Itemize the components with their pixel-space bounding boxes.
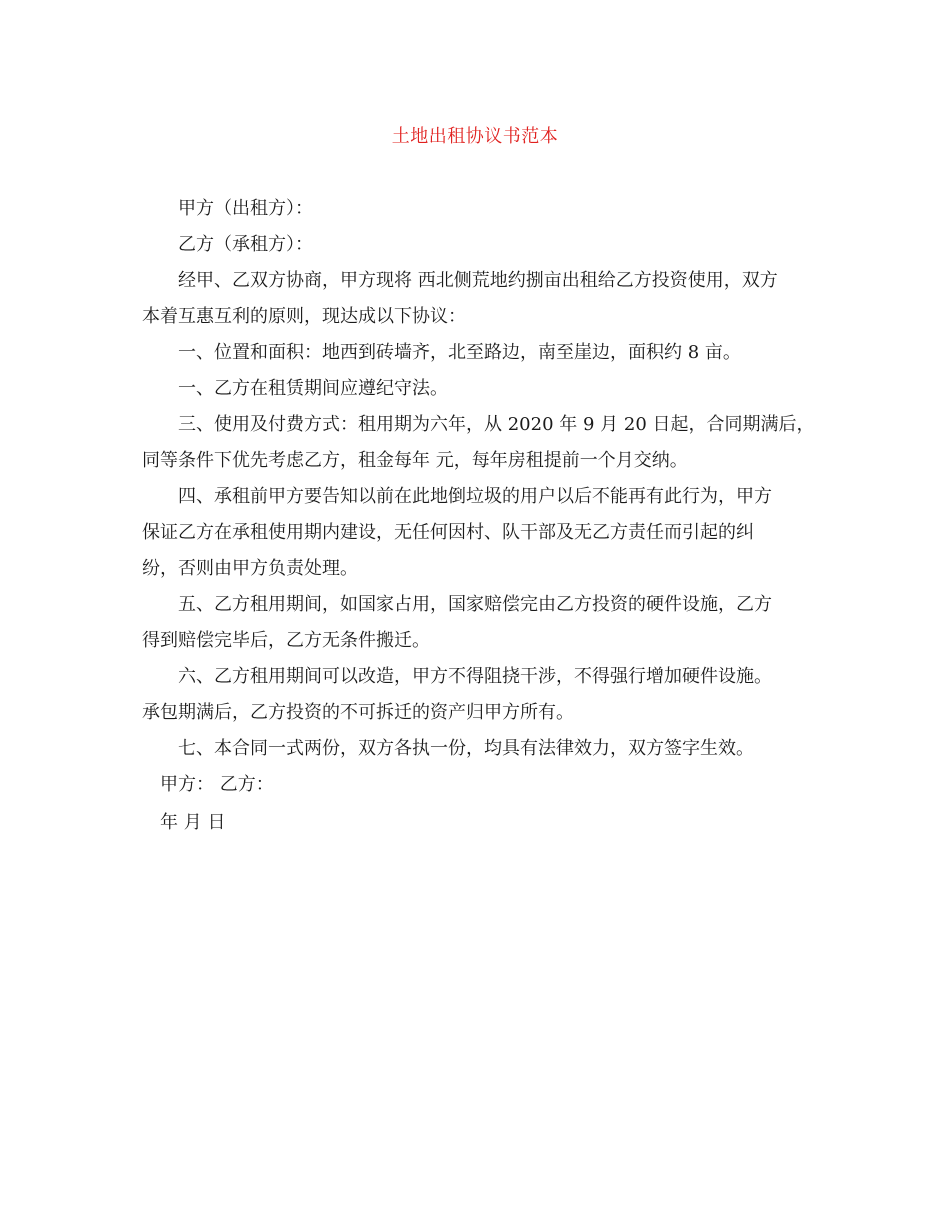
preamble-line-2: 本着互惠互利的原则，现达成以下协议： (142, 306, 466, 327)
clause-3-line-2: 同等条件下优先考虑乙方，租金每年 元，每年房租提前一个月交纳。 (142, 450, 688, 471)
clause-4-line-2: 保证乙方在承租使用期内建设，无任何因村、队干部及无乙方责任而引起的纠 (142, 522, 754, 543)
clause-3-line-1: 三、使用及付费方式：租用期为六年，从 2020 年 9 月 20 日起，合同期满后， (178, 414, 815, 435)
clause-5-line-2: 得到赔偿完毕后，乙方无条件搬迁。 (142, 630, 430, 651)
signature-line: 甲方： 乙方： (160, 774, 274, 795)
clause-6-line-1: 六、乙方租用期间可以改造，甲方不得阻挠干涉，不得强行增加硬件设施。 (178, 666, 772, 687)
clause-4-line-3: 纷，否则由甲方负责处理。 (142, 558, 358, 579)
clause-7-line: 七、本合同一式两份，双方各执一份，均具有法律效力，双方签字生效。 (178, 738, 754, 759)
clause-1-line: 一、位置和面积：地西到砖墙齐，北至路边，南至崖边，面积约 8 亩。 (178, 342, 741, 363)
preamble-line-1: 经甲、乙双方协商，甲方现将 西北侧荒地约捌亩出租给乙方投资使用，双方 (178, 270, 778, 291)
clause-6-line-2: 承包期满后，乙方投资的不可拆迁的资产归甲方所有。 (142, 702, 574, 723)
party-a-line: 甲方（出租方）： (178, 198, 313, 219)
clause-5-line-1: 五、乙方租用期间，如国家占用，国家赔偿完由乙方投资的硬件设施，乙方 (178, 594, 772, 615)
date-line: 年 月 日 (160, 812, 226, 833)
document-title: 土地出租协议书范本 (391, 126, 559, 147)
party-b-line: 乙方（承租方）： (178, 234, 313, 255)
clause-2-line: 一、乙方在租赁期间应遵纪守法。 (178, 378, 448, 399)
clause-4-line-1: 四、承租前甲方要告知以前在此地倒垃圾的用户以后不能再有此行为，甲方 (178, 486, 772, 507)
